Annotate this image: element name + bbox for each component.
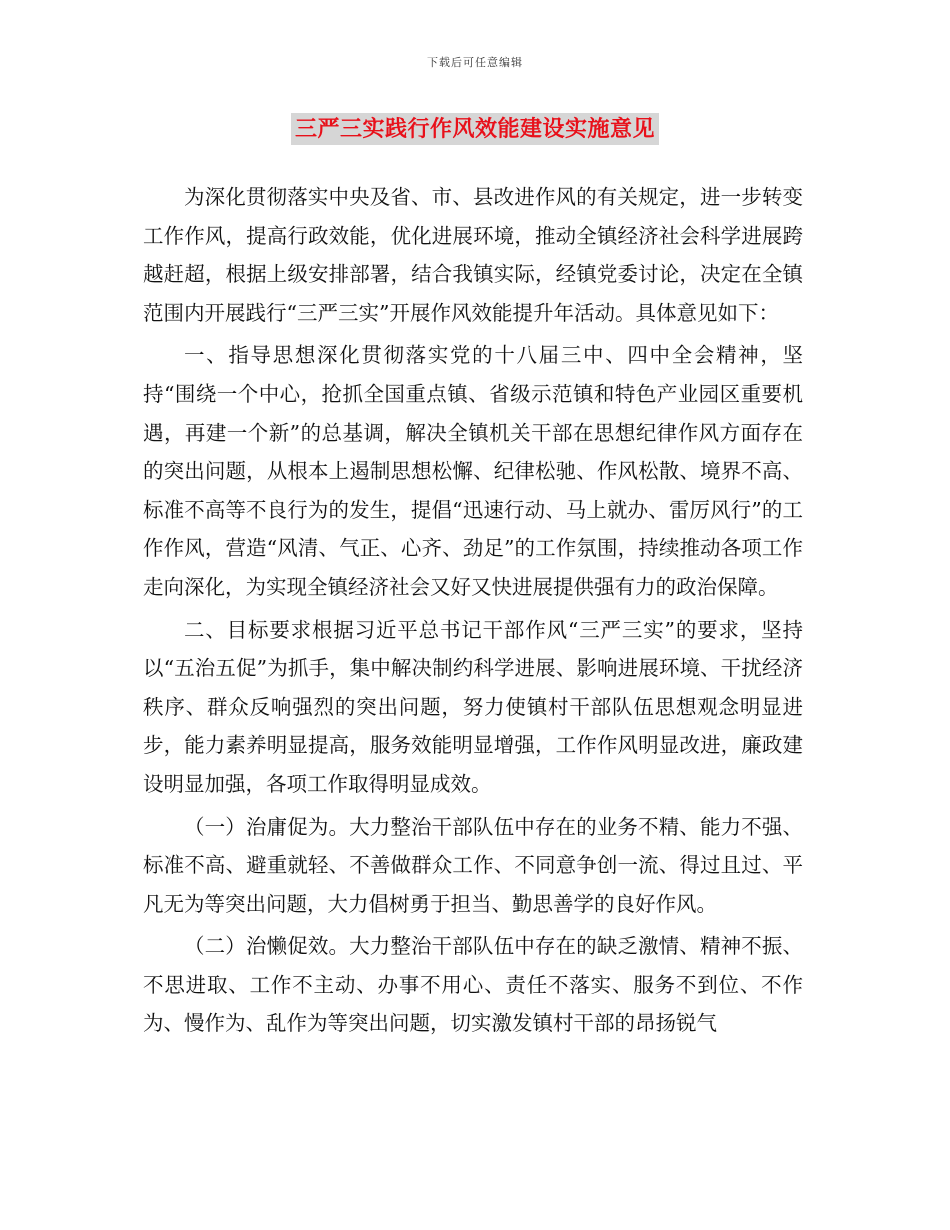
paragraph-goals: 二、目标要求根据习近平总书记干部作风“三严三实”的要求，坚持以“五治五促”为抓手，集中解决制约科学进展、影响进展环境、干扰经济秩序、群众反响强烈的突出问题，努力使镇村干部队伍思想观念明显进步，能力素养明显提高，服务效能明显增强，工作作风明显改进，廉政建设明显加强，各项工作取得明显成效。 <box>143 617 803 796</box>
paragraph-item-2: （二）治懒促效。大力整治干部队伍中存在的缺乏激情、精神不振、不思进取、工作不主动、办事不用心、责任不落实、服务不到位、不作为、慢作为、乱作为等突出问题，切实激发镇村干部的昂扬锐气 <box>143 934 803 1036</box>
document-title: 三严三实践行作风效能建设实施意见 <box>291 113 659 145</box>
paragraph-guiding-ideology: 一、指导思想深化贯彻落实党的十八届三中、四中全会精神，坚持“围绕一个中心，抢抓全国重点镇、省级示范镇和特色产业园区重要机遇，再建一个新”的总基调，解决全镇机关干部在思想纪律作风方面存在的突出问题，从根本上遏制思想松懈、纪律松驰、作风松散、境界不高、标准不高等不良行为的发生，提倡“迅速行动、马上就办、雷厉风行”的工作作风，营造“风清、气正、心齐、劲足”的工作氛围，持续推动各项工作走向深化，为实现全镇经济社会又好又快进展提供强有力的政治保障。 <box>143 343 803 599</box>
header-note: 下载后可任意编辑 <box>427 56 523 69</box>
paragraph-item-1: （一）治庸促为。大力整治干部队伍中存在的业务不精、能力不强、标准不高、避重就轻、不善做群众工作、不同意争创一流、得过且过、平凡无为等突出问题，大力倡树勇于担当、勤思善学的良好作风。 <box>143 814 803 916</box>
title-container <box>0 113 950 145</box>
document-body <box>143 178 803 1047</box>
paragraph-intro: 为深化贯彻落实中央及省、市、县改进作风的有关规定，进一步转变工作作风，提高行政效能，优化进展环境，推动全镇经济社会科学进展跨越赶超，根据上级安排部署，结合我镇实际，经镇党委讨论，决定在全镇范围内开展践行“三严三实”开展作风效能提升年活动。具体意见如下： <box>143 185 803 325</box>
